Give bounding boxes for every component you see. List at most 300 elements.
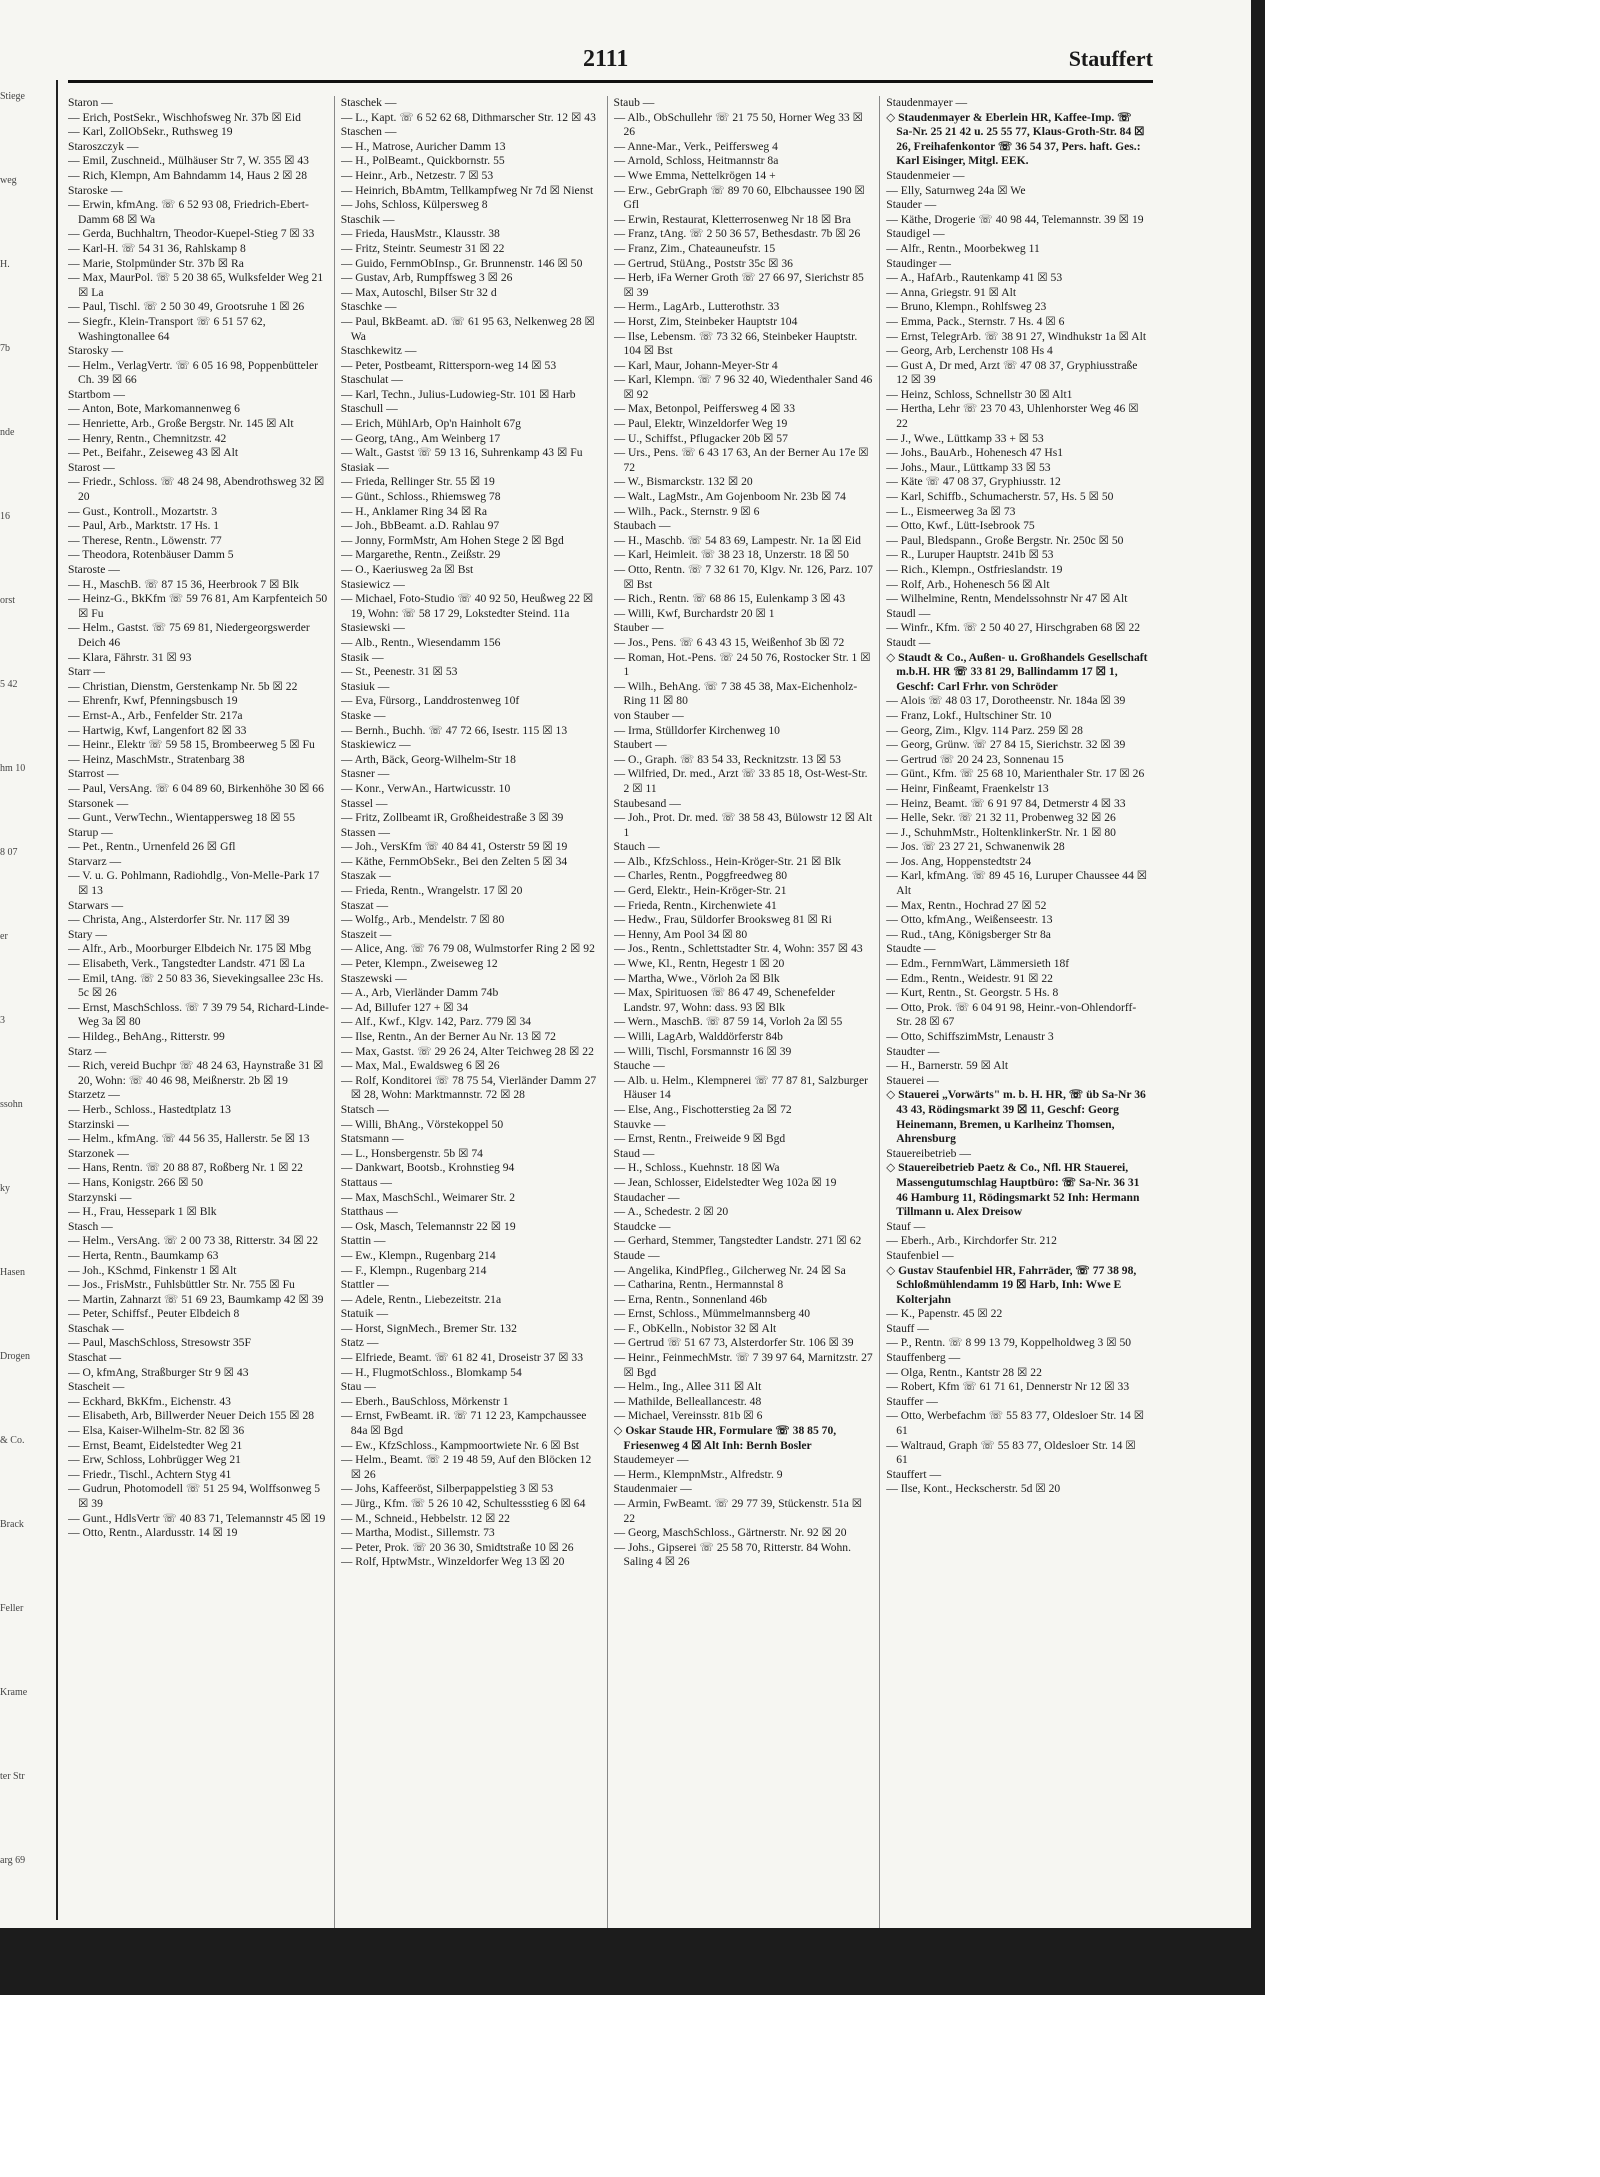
directory-entry: — Helle, Sekr. ☏ 21 32 11, Probenweg 32 ☒ 26 [886,811,1116,825]
directory-entry: — Paul, BkBeamt. aD. ☏ 61 95 63, Nelkenweg 28 ☒ Wa [340,314,595,343]
directory-entry: — Heinz, Schloss, Schnellstr 30 ☒ Alt1 [886,387,1073,401]
directory-entry: — Eberh., Arb., Kirchdorfer Str. 212 [886,1234,1057,1248]
directory-entry: — Ernst-A., Arb., Fenfelder Str. 217a [68,708,243,722]
edge-fragment: 16 [0,511,10,522]
directory-entry: — Friedr., Schloss. ☏ 48 24 98, Abendrothsweg 32 ☒ 20 [68,475,325,504]
directory-entry: — Ilse, Lebensm. ☏ 73 32 66, Steinbeker Hauptstr. 104 ☒ Bst [613,329,858,358]
surname-heading: Stauff — [886,1321,929,1335]
directory-entry: — Rolf, Konditorei ☏ 78 75 54, Vierländer Damm 27 ☒ 28, Wohn: Marktmannstr. 72 ☒ 28 [340,1073,597,1102]
directory-entry: — Joh., BbBeamt. a.D. Rahlau 97 [340,519,500,533]
directory-entry: — Wwe, Kl., Rentn, Hegestr 1 ☒ 20 [613,957,785,971]
directory-entry: — Walt., LagMstr., Am Gojenboom Nr. 23b ☒ 74 [613,490,846,504]
directory-entry: — Paul, Elektr, Winzeldorfer Weg 19 [613,417,788,431]
directory-entry: — Robert, Kfm ☏ 61 71 61, Dennerstr Nr 12 ☒ 33 [886,1380,1130,1394]
directory-entry: — Ernst, Schloss., Mümmelmannsberg 40 [613,1307,811,1321]
edge-fragment: weg [0,175,17,186]
directory-entry: — Heinz, MaschMstr., Stratenbarg 38 [68,752,245,766]
surname-heading: Stasiewski — [340,621,405,635]
directory-entry: — A., Schedestr. 2 ☒ 20 [613,1205,729,1219]
directory-entry: — Elisabeth, Arb, Billwerder Neuer Deich 155 ☒ 28 [68,1409,315,1423]
directory-entry: — Frieda, Rentn., Kirchenwiete 41 [613,898,777,912]
surname-heading: Stasik — [340,650,384,664]
directory-entry: — Frieda, Rentn., Wrangelstr. 17 ☒ 20 [340,884,523,898]
directory-entry: — Karl, Klempn. ☏ 7 96 32 40, Wiedenthaler Sand 46 ☒ 92 [613,373,873,401]
directory-entry: — Heinr., Arb., Netzestr. 7 ☒ 53 [340,168,494,182]
directory-entry: — Heinr., FeinmechMstr. ☏ 7 39 97 64, Marnitzstr. 27 ☒ Bgd [613,1351,873,1379]
surname-heading: Stauffert — [886,1467,942,1481]
directory-entry: — Ernst, Rentn., Freiweide 9 ☒ Bgd [613,1132,786,1146]
directory-entry: — Hans, Konigstr. 266 ☒ 50 [68,1175,204,1189]
directory-entry: — Elsa, Kaiser-Wilhelm-Str. 82 ☒ 36 [68,1424,245,1438]
directory-entry: — Otto, kfmAng., Weißenseestr. 13 [886,913,1053,927]
directory-entry: — Helm., kfmAng. ☏ 44 56 35, Hallerstr. 5e ☒ 13 [68,1132,310,1146]
edge-fragment: 7b [0,343,10,354]
directory-entry: — Rud., tAng, Königsberger Str 8a [886,927,1051,941]
directory-entry: — H., Anklamer Ring 34 ☒ Ra [340,504,488,518]
surname-heading: Staudt — [886,635,931,649]
directory-entry: — Georg, tAng., Am Weinberg 17 [340,431,501,445]
edge-fragment: ter Str [0,1771,25,1782]
surname-heading: Staszat — [340,898,389,912]
directory-entry: — Heinz-G., BkKfm ☏ 59 76 81, Am Karpfenteich 50 ☒ Fu [68,592,328,620]
directory-entry: — Therese, Rentn., Löwenstr. 77 [68,533,222,547]
edge-fragment: hm 10 [0,763,26,774]
directory-entry: — Elisabeth, Verk., Tangstedter Landstr. 471 ☒ La [68,957,305,971]
directory-entry: — Rolf, Arb., Hohenesch 56 ☒ Alt [886,577,1050,591]
directory-entry: — Mathilde, Belleallancestr. 48 [613,1394,762,1408]
surname-heading: Staschull — [340,402,398,416]
directory-entry: — Alb. u. Helm., Klempnerei ☏ 77 87 81, Salzburger Häuser 14 [613,1073,868,1102]
directory-entry: — Max, Autoschl, Bilser Str 32 d [340,285,497,299]
directory-entry: — Elfriede, Beamt. ☏ 61 82 41, Droseistr 37 ☒ 33 [340,1351,583,1365]
surname-heading: Staschulat — [340,373,403,387]
surname-heading: Starup — [68,825,113,839]
surname-heading: Stassen — [340,825,391,839]
surname-heading: Starzonek — [68,1146,129,1160]
edge-fragment: Stiege [0,91,25,102]
directory-entry: — Heinr, Finßeamt, Fraenkelstr 13 [886,781,1049,795]
directory-entry: — Siegfr., Klein-Transport ☏ 6 51 57 62, Washingtonallee 64 [68,314,266,343]
directory-entry: — Gudrun, Photomodell ☏ 51 25 94, Wolffsonweg 5 ☒ 39 [68,1482,321,1510]
previous-page-edge [0,80,58,1920]
directory-entry: — Max, MaurPol. ☏ 5 20 38 65, Wulksfelder Weg 21 ☒ La [68,271,324,299]
directory-entry: — Edm., FernmWart, Lämmersieth 18f [886,957,1070,971]
directory-entry: — Hertha, Lehr ☏ 23 70 43, Uhlenhorster Weg 46 ☒ 22 [886,402,1139,431]
surname-heading: Staschke — [340,300,397,314]
surname-heading: Staron — [68,96,113,109]
directory-entry: — Jonny, FormMstr, Am Hohen Stege 2 ☒ Bgd [340,533,564,547]
directory-entry: — Willi, LagArb, Walddörferstr 84b [613,1030,783,1043]
directory-entry: — Willi, Tischl, Forsmannstr 16 ☒ 39 [613,1044,792,1058]
directory-entry: — Karl, Schiffb., Schumacherstr. 57, Hs. 5 ☒ 50 [886,490,1114,504]
directory-entry: — Urs., Pens. ☏ 6 43 17 63, An der Berner Au 17e ☒ 72 [613,446,869,474]
directory-entry: — Hedw., Frau, Süldorfer Brooksweg 81 ☒ Ri [613,913,832,927]
directory-entry: — Arth, Bäck, Georg-Wilhelm-Str 18 [340,752,516,766]
directory-entry: — Hartwig, Kwf, Langenfort 82 ☒ 33 [68,723,247,737]
directory-entry: — Alf., Kwf., Klgv. 142, Parz. 779 ☒ 34 [340,1015,532,1029]
directory-entry: — Pet., Rentn., Urnenfeld 26 ☒ Gfl [68,840,236,854]
directory-entry: — Ilse, Rentn., An der Berner Au Nr. 13 ☒ 72 [340,1030,556,1043]
edge-fragment: 8 07 [0,847,18,858]
surname-heading: Stassel — [340,796,388,810]
directory-entry: — Otto, Rentn., Alardusstr. 14 ☒ 19 [68,1526,238,1540]
directory-entry: — Paul, Bledspann., Große Bergstr. Nr. 250c ☒ 50 [886,533,1124,547]
directory-entry: — Gerda, Buchhaltrn, Theodor-Kuepel-Stieg 7 ☒ 33 [68,227,315,241]
directory-entry: — Emil, tAng. ☏ 2 50 83 36, Sievekingsallee 23c Hs. 5c ☒ 26 [68,971,324,1000]
firm-entry: ◇ Gustav Staufenbiel HR, Fahrräder, ☏ 77 38 98, Schloßmühlendamm 19 ☒ Harb, Inh: Wwe E Kolterjahn [886,1263,1137,1306]
directory-entry: — Helm., Beamt. ☏ 2 19 48 59, Auf den Blöcken 12 ☒ 26 [340,1453,592,1481]
surname-heading: Staudacher — [613,1190,680,1204]
directory-entry: — Johs, Schloss, Külpersweg 8 [340,198,488,212]
surname-heading: Staub — [613,96,655,109]
surname-heading: Staudcke — [613,1219,671,1233]
directory-entry: — Johs., Maur., Lüttkamp 33 ☒ 53 [886,460,1051,474]
surname-heading: Staudenmayer — [886,96,968,109]
directory-entry: — Max, Rentn., Hochrad 27 ☒ 52 [886,898,1047,912]
directory-entry: — Guido, FernmObInsp., Gr. Brunnenstr. 146 ☒ 50 [340,256,583,270]
directory-entry: — Christian, Dienstm, Gerstenkamp Nr. 5b ☒ 22 [68,679,298,693]
directory-entry: — Herm., KlempnMstr., Alfredstr. 9 [613,1467,783,1481]
directory-entry: — Irma, Stülldorfer Kirchenweg 10 [613,723,780,737]
directory-entry: — F., Klempn., Rugenbarg 214 [340,1263,487,1277]
surname-heading: Staschik — [340,212,395,226]
firm-entry: ◇ Staudenmayer & Eberlein HR, Kaffee-Imp. ☏ Sa-Nr. 25 21 42 u. 25 55 77, Klaus-Groth-Str. 84 ☒ 26, Freihafenkontor ☏ 36 54 37, Pers. haft. Ges.: Karl Eisinger, Mitgl. EEK. [886,110,1145,168]
directory-entry: — Jos., Rentn., Schlettstadter Str. 4, Wohn: 357 ☒ 43 [613,942,863,956]
surname-heading: Staske — [340,708,386,722]
directory-entry: — Otto, Kwf., Lütt-Isebrook 75 [886,519,1035,533]
surname-heading: Staubesand — [613,796,681,810]
directory-entry: — Edm., Rentn., Weidestr. 91 ☒ 22 [886,971,1053,985]
surname-heading: von Stauber — [613,708,684,722]
surname-heading: Staufenbiel — [886,1248,954,1262]
directory-entry: — M., Schneid., Hebbelstr. 12 ☒ 22 [340,1511,510,1525]
edge-fragment: Drogen [0,1351,30,1362]
directory-entry: — Ernst, FwBeamt. iR. ☏ 71 12 23, Kampchaussee 84a ☒ Bgd [340,1409,587,1438]
surname-heading: Stattler — [340,1278,389,1292]
directory-entry: — Catharina, Rentn., Hermannstal 8 [613,1278,784,1292]
surname-heading: Stauf — [886,1219,926,1233]
directory-entry: — Angelika, KindPfleg., Gilcherweg Nr. 24 ☒ Sa [613,1263,846,1277]
directory-entry: — Henny, Am Pool 34 ☒ 80 [613,927,748,941]
directory-entry: — Max, Spirituosen ☏ 86 47 49, Schenefelder Landstr. 97, Wohn: dass. 93 ☒ Blk [613,986,836,1014]
column-2 [341,96,608,1976]
directory-entry: — R., Luruper Hauptstr. 241b ☒ 53 [886,548,1054,562]
column-1 [68,96,335,1976]
directory-entry: — Ilse, Kont., Heckscherstr. 5d ☒ 20 [886,1482,1061,1496]
directory-entry: — Elly, Saturnweg 24a ☒ We [886,183,1026,197]
running-head: Stauffert [1068,46,1153,71]
directory-entry: — Ernst, Beamt, Eidelstedter Weg 21 [68,1438,243,1452]
surname-heading: Stasiewicz — [340,577,405,591]
directory-entry: — Pet., Beifahr., Zeiseweg 43 ☒ Alt [68,446,239,460]
directory-entry: — Rich, Klempn, Am Bahndamm 14, Haus 2 ☒ 28 [68,168,308,182]
edge-fragment: & Co. [0,1435,25,1446]
directory-entry: — Gertrud ☏ 51 67 73, Alsterdorfer Str. 106 ☒ 39 [613,1336,854,1350]
page-bottom-shadow [0,1928,1265,1995]
directory-entry: — Eberh., BauSchloss, Mörkenstr 1 [340,1394,509,1408]
directory-entry: — Erwin, kfmAng. ☏ 6 52 93 08, Friedrich-Ebert-Damm 68 ☒ Wa [68,198,309,226]
directory-entry: — Fritz, Steintr. Seumestr 31 ☒ 22 [340,241,505,255]
directory-entry: — Anna, Griegstr. 91 ☒ Alt [886,285,1017,299]
directory-entry: — Alb., KfzSchloss., Hein-Kröger-Str. 21 ☒ Blk [613,854,842,868]
directory-entry: — Georg, MaschSchloss., Gärtnerstr. Nr. 92 ☒ 20 [613,1526,847,1540]
directory-entry: — Adele, Rentn., Liebezeitstr. 21a [340,1292,502,1306]
firm-entry: ◇ Oskar Staude HR, Formulare ☏ 38 85 70, Friesenweg 4 ☒ Alt Inh: Bernh Bosler [613,1424,837,1452]
surname-heading: Staszewski — [340,971,407,985]
directory-entry: — Jean, Schlosser, Eidelstedter Weg 102a ☒ 19 [613,1175,837,1189]
directory-entry: — Horst, Zim, Steinbeker Hauptstr 104 [613,314,798,328]
surname-heading: Staroske — [68,183,123,197]
surname-heading: Staschat — [68,1351,122,1365]
surname-heading: Starost — [68,460,115,474]
directory-entry: — Wern., MaschB. ☏ 87 59 14, Vorloh 2a ☒ 55 [613,1015,843,1029]
edge-fragment: nde [0,427,15,438]
directory-entry: — Alfr., Arb., Moorburger Elbdeich Nr. 175 ☒ Mbg [68,942,311,956]
directory-entry: — Helm., Gastst. ☏ 75 69 81, Niedergeorgswerder Deich 46 [68,621,310,649]
directory-entry: — Georg, Zim., Klgv. 114 Parz. 259 ☒ 28 [886,723,1083,737]
surname-heading: Staudigel — [886,227,945,241]
directory-entry: — Hans, Rentn. ☏ 20 88 87, Roßberg Nr. 1 ☒ 22 [68,1161,303,1175]
directory-entry: — Herb, iFa Werner Groth ☏ 27 66 97, Sierichstr 85 ☒ 39 [613,271,864,299]
surname-heading: Staschek — [340,96,397,109]
edge-fragment: ky [0,1183,10,1194]
directory-entry: — Michael, Vereinsstr. 81b ☒ 6 [613,1409,763,1423]
directory-entry: — Franz, Lokf., Hultschiner Str. 10 [886,708,1052,722]
directory-entry: — Olga, Rentn., Kantstr 28 ☒ 22 [886,1365,1042,1379]
directory-entry: — Rich., Klempn., Ostfrieslandstr. 19 [886,563,1063,576]
directory-entry: — Jos., Pens. ☏ 6 43 43 15, Weißenhof 3b ☒ 72 [613,635,845,649]
directory-entry: — Georg, Arb, Lerchenstr 108 Hs 4 [886,344,1053,358]
surname-heading: Stattaus — [340,1175,392,1189]
edge-fragment: er [0,931,8,942]
directory-columns [68,96,1153,1976]
directory-entry: — Gerhard, Stemmer, Tangstedter Landstr. 271 ☒ 62 [613,1234,862,1248]
directory-entry: — J., SchuhmMstr., HoltenklinkerStr. Nr. 1 ☒ 80 [886,825,1116,839]
directory-entry: — O., Kaeriusweg 2a ☒ Bst [340,563,474,576]
directory-entry: — Frieda, HausMstr., Klausstr. 38 [340,227,500,241]
directory-entry: — Alb., ObSchullehr ☏ 21 75 50, Horner Weg 33 ☒ 26 [613,110,863,139]
directory-entry: — J., Wwe., Lüttkamp 33 + ☒ 53 [886,431,1044,445]
directory-entry: — Jos. ☏ 23 27 21, Schwanenwik 28 [886,840,1065,854]
directory-entry: — L., Eismeerweg 3a ☒ 73 [886,504,1016,518]
directory-entry: — H., MaschB. ☏ 87 15 36, Heerbrook 7 ☒ Blk [68,577,299,591]
directory-entry: — Fritz, Zollbeamt iR, Großheidestraße 3 ☒ 39 [340,811,564,825]
directory-entry: — Franz, tAng. ☏ 2 50 36 57, Bethesdastr. 7b ☒ 26 [613,227,861,241]
directory-entry: — H., Frau, Hessepark 1 ☒ Blk [68,1205,217,1219]
directory-entry: — Johs, Kaffeeröst, Silberpappelstieg 3 ☒ 53 [340,1482,554,1496]
directory-entry: — Karl, Heimleit. ☏ 38 23 18, Unzerstr. 18 ☒ 50 [613,548,849,562]
directory-entry: — Michael, Foto-Studio ☏ 40 92 50, Heußweg 22 ☒ 19, Wohn: ☏ 58 17 29, Lokstedter Steind. 11a [340,592,594,620]
directory-entry: — Peter, Klempn., Zweiseweg 12 [340,957,498,971]
edge-fragment: 5 42 [0,679,18,690]
surname-heading: Staudl — [886,606,931,620]
surname-heading: Statthaus — [340,1205,398,1219]
directory-entry: — Wilhelmine, Rentn, Mendelssohnstr Nr 47 ☒ Alt [886,592,1128,606]
directory-entry: — Rich, vereid Buchpr ☏ 48 24 63, Haynstraße 31 ☒ 20, Wohn: ☏ 40 46 98, Meißnerstr. 2b ☒ 19 [68,1059,324,1087]
directory-entry: — Gunt., VerwTechn., Wientappersweg 18 ☒ 55 [68,811,295,825]
directory-entry: — Jos. Ang, Hoppenstedtstr 24 [886,854,1032,868]
surname-heading: Starz — [68,1044,107,1058]
directory-entry: — Willi, Kwf, Burchardstr 20 ☒ 1 [613,606,775,620]
surname-heading: Stauder — [886,198,937,212]
surname-heading: Staschak — [68,1321,124,1335]
directory-entry: — Paul, Arb., Marktstr. 17 Hs. 1 [68,519,220,533]
directory-entry: — Käte ☏ 47 08 37, Gryphiusstr. 12 [886,475,1061,489]
directory-entry: — St., Peenestr. 31 ☒ 53 [340,665,458,679]
surname-heading: Stauche — [613,1059,665,1073]
directory-entry: — Max, Gastst. ☏ 29 26 24, Alter Teichweg 28 ☒ 22 [340,1044,594,1058]
directory-entry: — P., Rentn. ☏ 8 99 13 79, Koppelholdweg 3 ☒ 50 [886,1336,1132,1350]
surname-heading: Stasner — [340,767,390,781]
surname-heading: Staroste — [68,563,120,576]
surname-heading: Starsonek — [68,796,129,810]
surname-heading: Statuik — [340,1307,389,1321]
directory-entry: — H., Matrose, Auricher Damm 13 [340,139,506,153]
surname-heading: Statsmann — [340,1132,404,1146]
directory-entry: — Gertrud, StüAng., Poststr 35c ☒ 36 [613,256,793,270]
surname-heading: Stasiak — [340,460,389,474]
directory-entry: — Joh., KSchmd, Finkenstr 1 ☒ Alt [68,1263,237,1277]
directory-entry: — Ernst, MaschSchloss. ☏ 7 39 79 54, Richard-Linde-Weg 3a ☒ 80 [68,1000,329,1029]
surname-heading: Stasiuk — [340,679,390,693]
directory-entry: — Gunt., HdlsVertr ☏ 40 83 71, Telemannstr 45 ☒ 19 [68,1511,326,1525]
directory-entry: — Wwe Emma, Nettelkrögen 14 + [613,168,776,182]
directory-entry: — Willi, BhAng., Vörstekoppel 50 [340,1117,504,1131]
page-number: 2111 [583,46,629,72]
directory-entry: — Martha, Modist., Sillemstr. 73 [340,1526,495,1540]
directory-entry: — W., Bismarckstr. 132 ☒ 20 [613,475,753,489]
directory-entry: — Max, Mal., Ewaldsweg 6 ☒ 26 [340,1059,500,1073]
directory-entry: — Herta, Rentn., Baumkamp 63 [68,1248,219,1262]
surname-heading: Stauch — [613,840,660,854]
directory-entry: — H., Schloss., Kuehnstr. 18 ☒ Wa [613,1161,780,1175]
directory-entry: — Gertrud ☏ 20 24 23, Sonnenau 15 [886,752,1064,766]
directory-entry: — Franz, Zim., Chateauneufstr. 15 [613,241,776,255]
directory-entry: — Helm., VersAng. ☏ 2 00 73 38, Ritterstr. 34 ☒ 22 [68,1234,319,1248]
directory-entry: — Eckhard, BkKfm., Eichenstr. 43 [68,1394,231,1408]
directory-entry: — Ad, Billufer 127 + ☒ 34 [340,1000,469,1014]
surname-heading: Starwars — [68,898,124,912]
edge-fragment: orst [0,595,15,606]
surname-heading: Stauffer — [886,1394,938,1408]
directory-entry: — Wilh., Pack., Sternstr. 9 ☒ 6 [613,504,760,518]
directory-entry: — Kurt, Rentn., St. Georgstr. 5 Hs. 8 [886,986,1059,1000]
directory-entry: — A., HafArb., Rautenkamp 41 ☒ 53 [886,271,1063,285]
firm-entry: ◇ Staudt & Co., Außen- u. Großhandels Gesellschaft m.b.H. HR ☏ 33 81 29, Ballindamm 17 ☒ 1, Geschf: Carl Frhr. von Schröder [886,650,1148,693]
directory-entry: — Otto, Werbefachm ☏ 55 83 77, Oldesloer Str. 14 ☒ 61 [886,1409,1145,1438]
directory-entry: — L., Kapt. ☏ 6 52 62 68, Dithmarscher Str. 12 ☒ 43 [340,110,596,124]
surname-heading: Staudenmeier — [886,168,965,182]
surname-heading: Stauffenberg — [886,1351,961,1365]
edge-fragment: Brack [0,1519,24,1530]
directory-entry: — Günt., Kfm. ☏ 25 68 10, Marienthaler Str. 17 ☒ 26 [886,767,1145,781]
directory-entry: — Anton, Bote, Markomannenweg 6 [68,402,240,416]
column-3 [614,96,881,1976]
surname-heading: Staudter — [886,1044,940,1058]
directory-entry: — O., Graph. ☏ 83 54 33, Recknitzstr. 13 ☒ 53 [613,752,841,766]
surname-heading: Staskiewicz — [340,738,411,752]
surname-heading: Starosky — [68,344,124,358]
surname-heading: Staszeit — [340,927,392,941]
directory-entry: — Max, MaschSchl., Weimarer Str. 2 [340,1190,516,1204]
directory-entry: — Käthe, FernmObSekr., Bei den Zelten 5 ☒ 34 [340,854,568,868]
surname-heading: Stauerei — [886,1073,939,1087]
directory-entry: — Karl, kfmAng. ☏ 89 45 16, Luruper Chaussee 44 ☒ Alt [886,869,1148,898]
surname-heading: Staudinger — [886,256,951,270]
directory-entry: — H., PolBeamt., Quickbornstr. 55 [340,154,505,168]
directory-entry: — U., Schiffst., Pflugacker 20b ☒ 57 [613,431,788,445]
surname-heading: Starzinski — [68,1117,129,1131]
edge-fragment: 3 [0,1015,5,1026]
directory-entry: — Otto, SchiffszimMstr, Lenaustr 3 [886,1030,1054,1043]
directory-entry: — F., ObKelln., Nobistor 32 ☒ Alt [613,1321,777,1335]
directory-entry: — Peter, Prok. ☏ 20 36 30, Smidtstraße 10 ☒ 26 [340,1540,574,1554]
directory-entry: — Joh., VersKfm ☏ 40 84 41, Osterstr 59 ☒ 19 [340,840,568,854]
directory-entry: — Ehrenfr, Kwf, Pfenningsbusch 19 [68,694,238,708]
surname-heading: Stauvke — [613,1117,666,1131]
directory-entry: — Otto, Prok. ☏ 6 04 91 98, Heinr.-von-Ohlendorff-Str. 28 ☒ 67 [886,1000,1137,1029]
page-header [68,40,1153,83]
directory-entry: — Winfr., Kfm. ☏ 2 50 40 27, Hirschgraben 68 ☒ 22 [886,621,1141,635]
directory-entry: — Rich., Rentn. ☏ 68 86 15, Eulenkamp 3 ☒ 43 [613,592,846,606]
directory-entry: — Alfr., Rentn., Moorbekweg 11 [886,241,1040,255]
surname-heading: Startbom — [68,387,126,401]
edge-fragment: Feller [0,1603,24,1614]
surname-heading: Staschkewitz — [340,344,417,358]
directory-entry: — Martha, Wwe., Vörloh 2a ☒ Blk [613,971,780,985]
surname-heading: Starr — [68,665,106,679]
directory-entry: — Emil, Zuschneid., Mülhäuser Str 7, W. 355 ☒ 43 [68,154,309,168]
directory-entry: — Erwin, Restaurat, Kletterrosenweg Nr 18 ☒ Bra [613,212,851,226]
directory-entry: — Theodora, Rotenbäuser Damm 5 [68,548,234,562]
directory-entry: — Jürg., Kfm. ☏ 5 26 10 42, Schultessstieg 6 ☒ 64 [340,1497,586,1510]
surname-heading: Staroszczyk — [68,139,139,153]
directory-entry: — Erw, Schloss, Lohbrügger Weg 21 [68,1453,241,1467]
directory-entry: — Frieda, Rellinger Str. 55 ☒ 19 [340,475,495,489]
directory-entry: — Martin, Zahnarzt ☏ 51 69 23, Baumkamp 42 ☒ 39 [68,1292,324,1306]
surname-heading: Starvarz — [68,854,122,868]
directory-entry: — Konr., VerwAn., Hartwicusstr. 10 [340,781,511,795]
surname-heading: Statz — [340,1336,379,1350]
surname-heading: Starrost — [68,767,119,781]
directory-entry: — Wolfg., Arb., Mendelstr. 7 ☒ 80 [340,913,505,927]
directory-entry: — Erich, PostSekr., Wischhofsweg Nr. 37b ☒ Eid [68,110,301,124]
directory-entry: — Ernst, TelegrArb. ☏ 38 91 27, Windhukstr 1a ☒ Alt [886,329,1147,343]
edge-fragment: H. [0,259,10,270]
surname-heading: Staud — [613,1146,655,1160]
directory-entry: — Herb., Schloss., Hastedtplatz 13 [68,1102,231,1116]
surname-heading: Starzetz — [68,1088,120,1102]
directory-entry: — Armin, FwBeamt. ☏ 29 77 39, Stückenstr. 51a ☒ 22 [613,1497,863,1525]
directory-entry: — Alois ☏ 48 03 17, Dorotheenstr. Nr. 184a ☒ 39 [886,694,1126,708]
directory-entry: — Henriette, Arb., Große Bergstr. Nr. 145 ☒ Alt [68,417,294,431]
column-4 [886,96,1153,1976]
directory-entry: — Karl, Maur, Johann-Meyer-Str 4 [613,358,778,372]
surname-heading: Staschen — [340,125,397,139]
directory-entry: — V. u. G. Pohlmann, Radiohdlg., Von-Melle-Park 17 ☒ 13 [68,869,320,898]
directory-entry: — Erich, MühlArb, Op'n Hainholt 67g [340,417,521,431]
edge-fragment: arg 69 [0,1855,26,1866]
directory-entry: — Marie, Stolpmünder Str. 37b ☒ Ra [68,256,244,270]
directory-entry: — Alice, Ang. ☏ 76 79 08, Wulmstorfer Ring 2 ☒ 92 [340,942,595,956]
surname-heading: Stascheit — [68,1380,125,1394]
directory-entry: — Herm., LagArb., Lutterothstr. 33 [613,300,780,314]
firm-entry: ◇ Stauerei „Vorwärts" m. b. H. HR, ☏ üb Sa-Nr 36 43 43, Rödingsmarkt 39 ☒ 11, Geschf: Georg Heinemann, Bremen, u Karlheinz Thomsen, Ahrensburg [886,1088,1146,1146]
directory-entry: — Erna, Rentn., Sonnenland 46b [613,1292,768,1306]
directory-entry: — Else, Ang., Fischotterstieg 2a ☒ 72 [613,1102,792,1116]
directory-entry: — Dankwart, Bootsb., Krohnstieg 94 [340,1161,515,1175]
surname-heading: Staubach — [613,519,671,533]
